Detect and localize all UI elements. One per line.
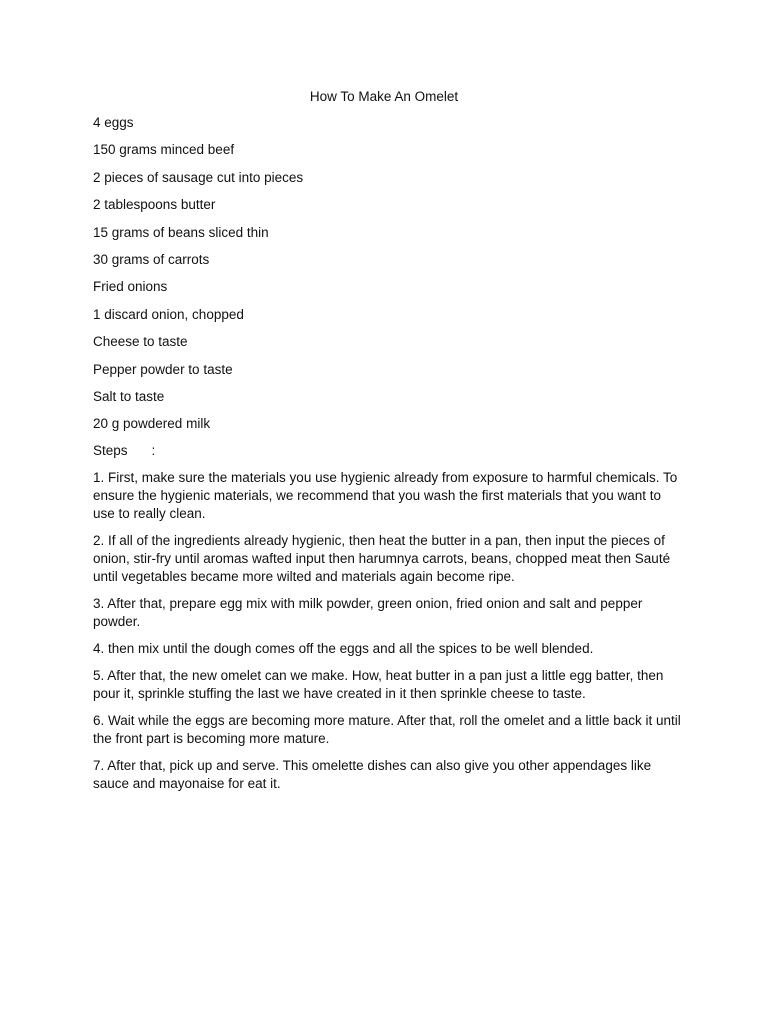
steps-list [93,469,683,802]
ingredient-item: 15 grams of beans sliced thin [93,224,269,240]
ingredient-item: 4 eggs [93,115,134,130]
step-paragraph: 7. After that, pick up and serve. This omelette dishes can also give you other appendages like sauce and mayonaise for eat it. [93,758,652,791]
ingredient-item: Cheese to taste [93,334,188,350]
step-paragraph: 2. If all of the ingredients already hygienic, then heat the butter in a pan, then input the pieces of onion, stir-fry until aromas wafted input then harumnya carrots, beans, chopped meat then Sauté until vegetables became more wilted and materials again become ripe. [93,533,671,584]
ingredient-item: 150 grams minced beef [93,142,235,158]
step-paragraph: 6. Wait while the eggs are becoming more mature. After that, roll the omelet and a little back it until the front part is becoming more mature. [93,713,681,746]
steps-label: Steps [93,443,128,458]
steps-colon: : [151,443,156,458]
ingredient-item: 2 tablespoons butter [93,197,216,213]
step-paragraph: 1. First, make sure the materials you use hygienic already from exposure to harmful chemicals. To ensure the hygienic materials, we recommend that you wash the first materials that you want to use to really clean. [93,470,678,521]
ingredients-list [93,114,303,443]
step-paragraph: 3. After that, prepare egg mix with milk powder, green onion, fried onion and salt and pepper powder. [93,596,643,629]
ingredient-item: Salt to taste [93,388,165,404]
step-paragraph: 4. then mix until the dough comes off the eggs and all the spices to be well blended. [93,641,594,656]
document-title: How To Make An Omelet [309,89,459,104]
ingredient-item: Fried onions [93,279,168,295]
steps-heading [93,442,155,460]
ingredient-item: 1 discard onion, chopped [93,306,244,322]
ingredient-item: 2 pieces of sausage cut into pieces [93,169,304,185]
step-paragraph: 5. After that, the new omelet can we make. How, heat butter in a pan just a little egg batter, then pour it, sprinkle stuffing the last we have created in it then sprinkle cheese to taste. [93,668,664,701]
ingredient-item: Pepper powder to taste [93,361,233,377]
ingredient-item: 20 g powdered milk [93,416,211,432]
ingredient-item: 30 grams of carrots [93,251,210,267]
